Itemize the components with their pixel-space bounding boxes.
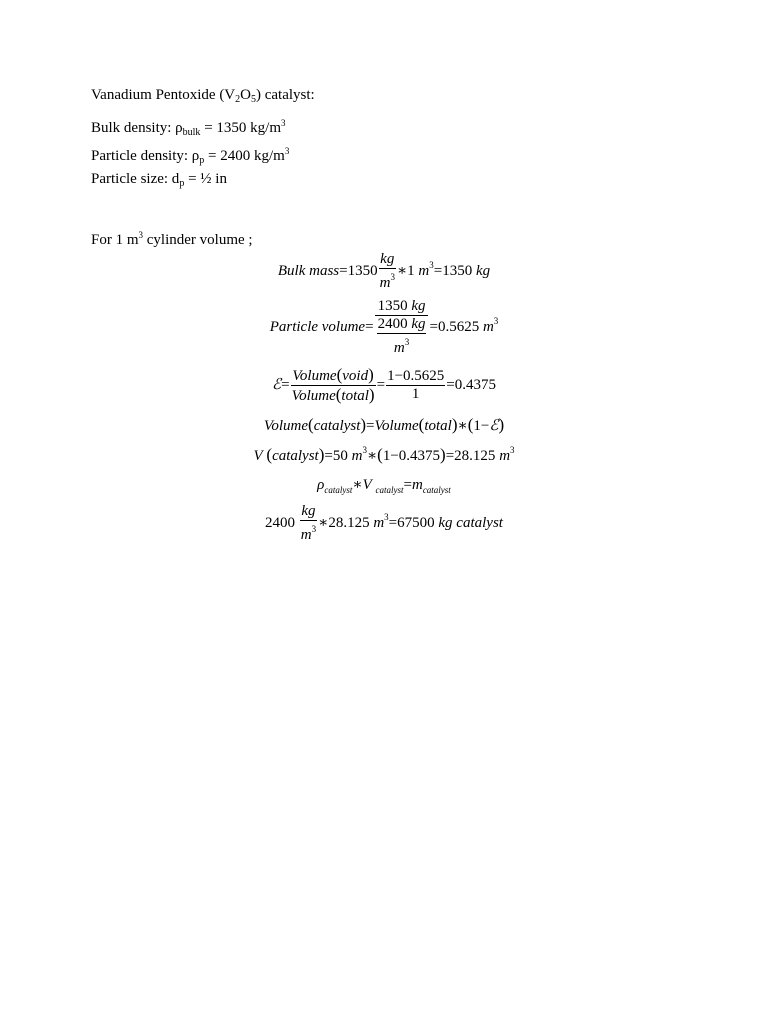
eq-term: = bbox=[366, 418, 375, 434]
subscript: catalyst bbox=[324, 485, 353, 495]
eq-term: 1− bbox=[473, 418, 490, 434]
eq-term: kg bbox=[475, 262, 491, 279]
equation-volume-catalyst: Volume(catalyst)=Volume(total)∗(1−ℰ) bbox=[263, 415, 505, 434]
subscript: catalyst bbox=[422, 485, 451, 495]
eq-term: ℰ bbox=[489, 418, 499, 434]
particle-density-line bbox=[91, 142, 289, 170]
fraction-denominator: 1 bbox=[411, 386, 420, 402]
nested-fraction bbox=[377, 316, 427, 357]
eq-term: m bbox=[373, 514, 385, 531]
eq-term: =1350 bbox=[339, 262, 378, 279]
eq-term: total bbox=[424, 418, 452, 434]
eq-term: catalyst bbox=[313, 418, 361, 434]
eq-term: m bbox=[411, 477, 423, 493]
eq-term: =50 bbox=[324, 448, 348, 464]
subscript: 5 bbox=[250, 94, 256, 105]
particle-density-label: Particle density: ρ bbox=[91, 148, 200, 164]
eq-term: Volume bbox=[374, 418, 419, 434]
eq-term: ρ bbox=[317, 477, 325, 493]
eq-term: ∗1 bbox=[396, 262, 415, 279]
bulk-density-label: Bulk density: ρ bbox=[91, 120, 183, 136]
fraction-numerator: 1350 bbox=[377, 298, 408, 314]
particle-size-value: = ½ in bbox=[184, 171, 227, 187]
eq-term: Bulk mass bbox=[277, 262, 340, 279]
fraction-numerator: void bbox=[342, 368, 369, 384]
superscript: 3 bbox=[284, 146, 290, 156]
eq-term: ∗ bbox=[366, 448, 378, 464]
eq-term: kg catalyst bbox=[438, 514, 503, 531]
fraction-numerator: Volume bbox=[292, 368, 337, 384]
fraction: $\frac{\text{Volume(void)}}{\text{Volume(total)}}$ bbox=[291, 365, 375, 404]
fraction bbox=[386, 368, 445, 403]
subscript: catalyst bbox=[375, 485, 404, 495]
catalyst-title-text: O bbox=[240, 87, 251, 103]
equation-mass-relation bbox=[0, 475, 768, 495]
eq-term: m bbox=[499, 448, 511, 464]
fraction bbox=[379, 251, 396, 292]
eq-term: ∗ bbox=[457, 418, 468, 434]
eq-term: = bbox=[365, 318, 374, 335]
eq-term: =67500 bbox=[388, 514, 435, 531]
catalyst-title-text: Vanadium Pentoxide (V bbox=[91, 87, 236, 103]
eq-term: = bbox=[403, 477, 412, 493]
cylinder-volume-line bbox=[91, 226, 253, 249]
eq-term: =1350 bbox=[433, 262, 473, 279]
catalyst-title-line bbox=[91, 86, 315, 109]
equation-catalyst-mass bbox=[0, 503, 768, 544]
eq-term: =0.5625 bbox=[429, 318, 480, 335]
superscript: 3 bbox=[510, 445, 515, 455]
bulk-density-value: = 1350 kg/m bbox=[200, 120, 281, 136]
fraction-denominator: Volume bbox=[291, 388, 336, 404]
particle-size-label: Particle size: d bbox=[91, 171, 180, 187]
eq-term: 2400 bbox=[265, 514, 296, 531]
subscript: bulk bbox=[182, 127, 201, 138]
eq-term: Volume bbox=[263, 418, 309, 434]
fraction-numerator-unit: kg bbox=[411, 298, 426, 314]
fraction-denominator: m bbox=[379, 275, 391, 291]
eq-term: catalyst bbox=[272, 448, 319, 464]
eq-term: Particle volume bbox=[269, 318, 366, 335]
equation-bulk-mass bbox=[0, 251, 768, 292]
superscript: 3 bbox=[311, 524, 317, 534]
equation-v-catalyst: V (catalyst)=50 $m^3∗(1-0.4375)=28.125$ $m^3$ bbox=[253, 445, 515, 464]
subscript: 2 bbox=[235, 94, 241, 105]
eq-term: V bbox=[362, 477, 372, 493]
eq-term: =28.125 bbox=[445, 448, 496, 464]
superscript: 3 bbox=[138, 230, 144, 240]
superscript: 3 bbox=[384, 511, 389, 522]
superscript: 3 bbox=[280, 118, 286, 128]
cylinder-volume-text: cylinder volume ; bbox=[143, 232, 253, 248]
superscript: 3 bbox=[362, 445, 367, 455]
eq-term: ∗28.125 bbox=[318, 514, 370, 531]
fraction-denominator: m bbox=[300, 527, 312, 543]
subscript: p bbox=[179, 178, 185, 189]
fraction-numerator-unit: kg bbox=[411, 316, 426, 332]
eq-term: ∗ bbox=[352, 477, 363, 493]
superscript: 3 bbox=[390, 272, 395, 282]
equation-particle-volume bbox=[0, 298, 768, 357]
eq-term: = bbox=[376, 376, 386, 393]
eq-term: ℰ bbox=[272, 376, 282, 393]
fraction-numerator: kg bbox=[380, 251, 395, 267]
eq-term: m bbox=[351, 448, 363, 464]
fraction bbox=[300, 503, 317, 544]
eq-term: 1−0.4375 bbox=[382, 448, 441, 464]
equation-void-fraction bbox=[0, 366, 768, 405]
superscript: 3 bbox=[429, 259, 434, 270]
catalyst-title-text: ) catalyst: bbox=[255, 87, 315, 103]
superscript: 3 bbox=[404, 337, 410, 347]
subscript: p bbox=[199, 155, 205, 166]
particle-density-value: = 2400 kg/m bbox=[204, 148, 285, 164]
fraction-numerator: 2400 bbox=[377, 316, 408, 332]
eq-term: =0.4375 bbox=[446, 376, 496, 393]
fraction-numerator: 1−0.5625 bbox=[387, 368, 445, 384]
eq-term: m bbox=[418, 262, 430, 279]
cylinder-volume-text: For 1 m bbox=[91, 232, 139, 248]
bulk-density-line bbox=[91, 114, 285, 142]
eq-term: = bbox=[281, 376, 290, 393]
fraction-denominator: total bbox=[341, 388, 369, 404]
eq-term: m bbox=[482, 318, 494, 335]
fraction-numerator: kg bbox=[301, 503, 316, 519]
particle-size-line bbox=[91, 170, 227, 193]
fraction-denominator: m bbox=[393, 340, 405, 356]
superscript: 3 bbox=[493, 315, 499, 326]
fraction bbox=[375, 298, 429, 357]
eq-term: V bbox=[253, 448, 263, 464]
